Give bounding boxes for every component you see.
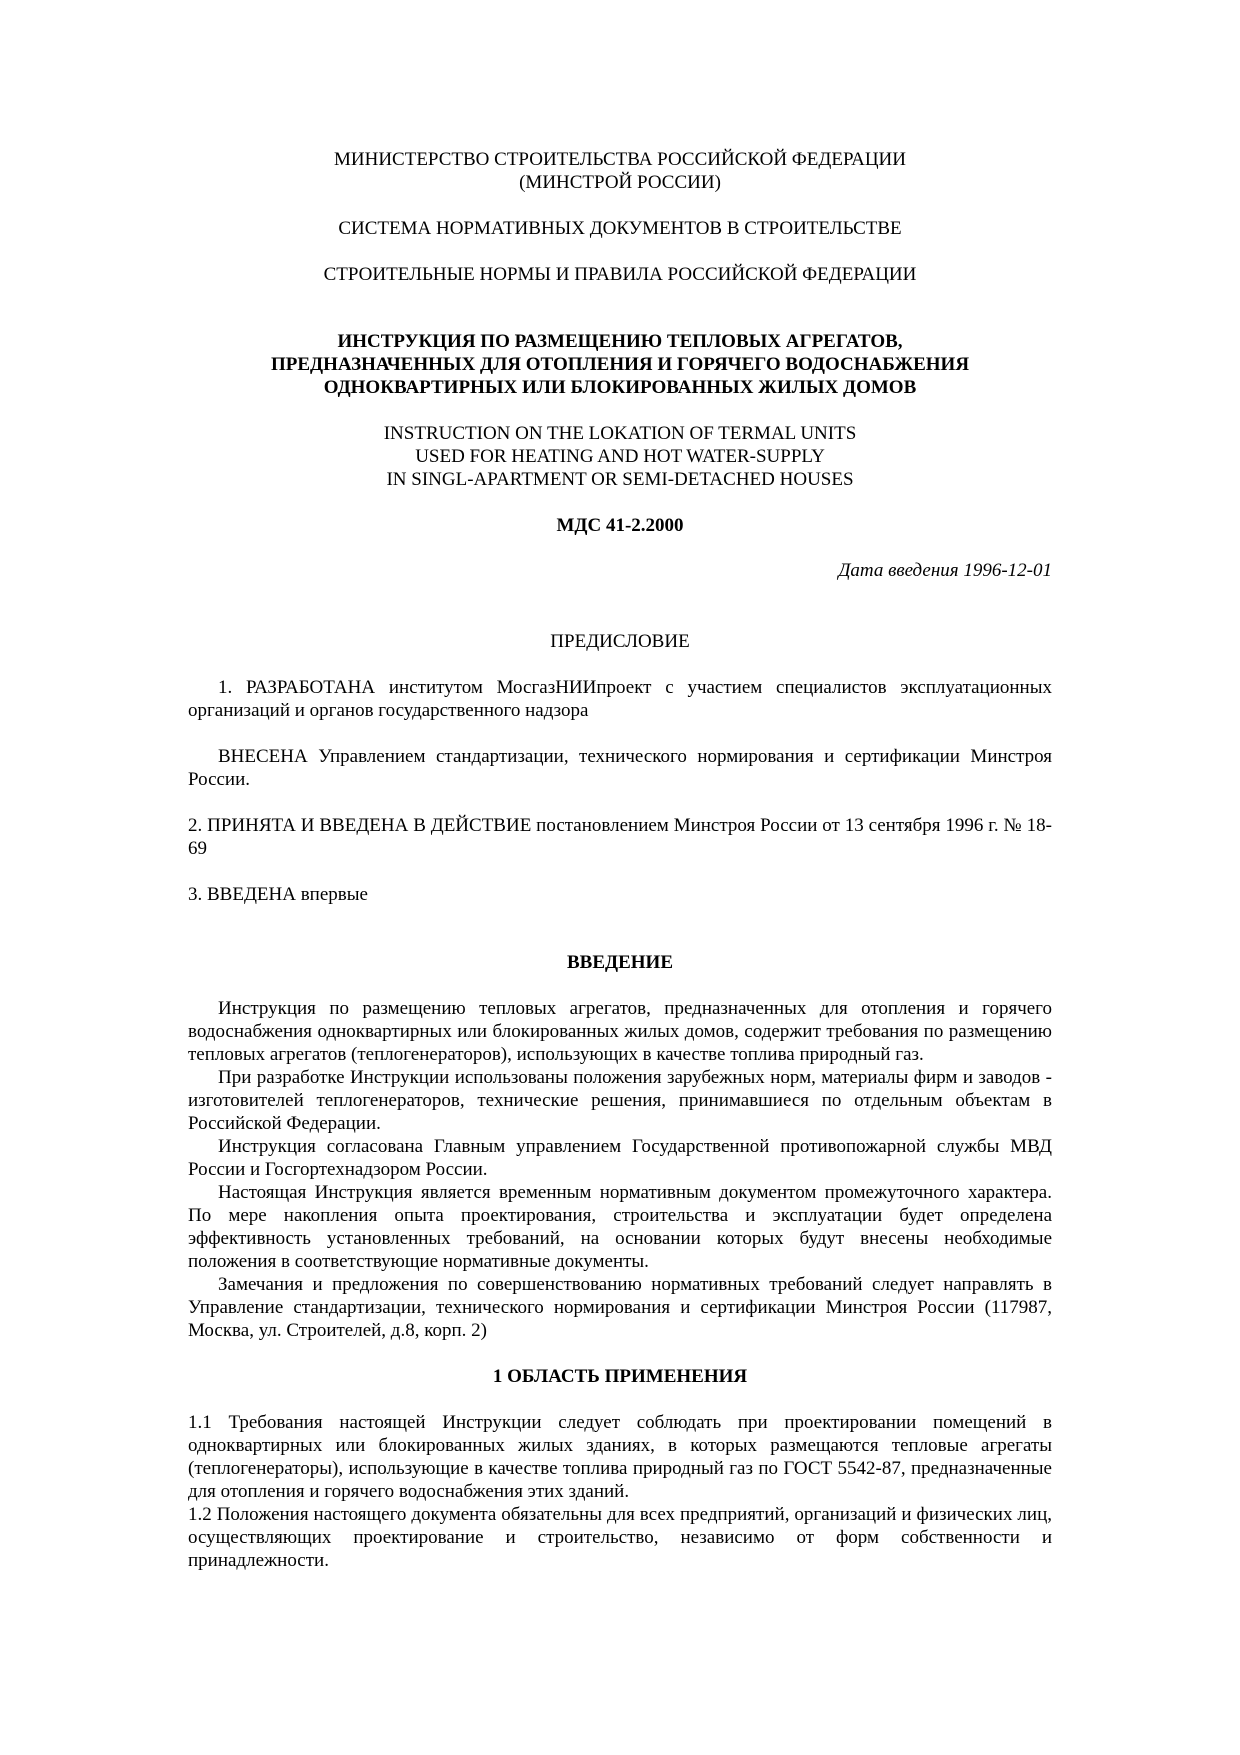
title-en-line: IN SINGL-APARTMENT OR SEMI-DETACHED HOUSES [386,469,854,490]
introduction-paragraph: Инструкция по размещению тепловых агрегатов, предназначенных для отопления и горячего водоснабжения одноквартирных или блокированных жилых домов, содержит требования по размещению тепловых агрегатов (теплогенераторов), использующих в качестве топлива природный газ. [188,998,1052,1065]
scope-paragraph: 1.1 Требования настоящей Инструкции следует соблюдать при проектировании помещений в одноквартирных или блокированных жилых зданиях, в которых размещаются тепловые агрегаты (теплогенераторы), использующие в качестве топлива природный газ по ГОСТ 5542-87, предназначенные для отопления и горячего водоснабжения этих зданий. [188,1412,1052,1502]
foreword-item-developed: 1. РАЗРАБОТАНА институтом МосгазНИИпроект с участием специалистов эксплуатационных организаций и органов государственного надзора [188,677,1052,721]
title-ru-line: ОДНОКВАРТИРНЫХ ИЛИ БЛОКИРОВАННЫХ ЖИЛЫХ ДОМОВ [323,377,917,398]
ministry-abbreviation: (МИНСТРОЙ РОССИИ) [519,172,721,193]
title-ru-line: ПРЕДНАЗНАЧЕННЫХ ДЛЯ ОТОПЛЕНИЯ И ГОРЯЧЕГО ВОДОСНАБЖЕНИЯ [270,354,970,375]
foreword-item-introduced: 3. ВВЕДЕНА впервые [188,884,368,905]
scope-body [188,1411,1052,1572]
introduction-body [188,997,1052,1342]
system-heading: СИСТЕМА НОРМАТИВНЫХ ДОКУМЕНТОВ В СТРОИТЕЛЬСТВЕ [338,218,902,239]
ministry-name: МИНИСТЕРСТВО СТРОИТЕЛЬСТВА РОССИЙСКОЙ ФЕДЕРАЦИИ [333,149,906,170]
title-ru-line: ИНСТРУКЦИЯ ПО РАЗМЕЩЕНИЮ ТЕПЛОВЫХ АГРЕГАТОВ, [337,331,903,352]
foreword-item-submitted: ВНЕСЕНА Управлением стандартизации, технического нормирования и сертификации Минстроя России. [188,746,1052,790]
introduction-paragraph: Замечания и предложения по совершенствованию нормативных требований следует направлять в Управление стандартизации, технического нормирования и сертификации Минстроя России (117987, Москва, ул. Строителей, д.8, корп. 2) [188,1274,1052,1341]
title-en-line: INSTRUCTION ON THE LOKATION OF TERMAL UNITS [383,423,857,444]
foreword-heading: ПРЕДИСЛОВИЕ [550,631,690,652]
introduction-paragraph: Инструкция согласована Главным управлением Государственной противопожарной службы МВД России и Госгортехнадзором России. [188,1136,1052,1180]
introduction-paragraph: При разработке Инструкции использованы положения зарубежных норм, материалы фирм и заводов - изготовителей теплогенераторов, технические решения, принимавшиеся по отдельным объектам в Российской Федерации. [188,1067,1052,1134]
document-title-ru [188,330,1052,399]
introduction-paragraph: Настоящая Инструкция является временным нормативным документом промежуточного характера. По мере накопления опыта проектирования, строительства и эксплуатации будет определена эффективность установленных требований, на основании которых будут внесены необходимые положения в соответствующие нормативные документы. [188,1182,1052,1272]
effective-date: Дата введения 1996-12-01 [838,560,1052,581]
scope-heading: 1 ОБЛАСТЬ ПРИМЕНЕНИЯ [492,1366,748,1387]
scope-paragraph: 1.2 Положения настоящего документа обязательны для всех предприятий, организаций и физических лиц, осуществляющих проектирование и строительство, независимо от форм собственности и принадлежности. [188,1504,1052,1571]
document-content [188,148,1052,1572]
ministry-header [188,148,1052,194]
title-en-line: USED FOR HEATING AND HOT WATER-SUPPLY [415,446,825,467]
introduction-heading: ВВЕДЕНИЕ [567,952,673,973]
foreword-item-adopted: 2. ПРИНЯТА И ВВЕДЕНА В ДЕЙСТВИЕ постановлением Минстроя России от 13 сентября 1996 г. № 18-69 [188,815,1052,859]
document-title-en [188,422,1052,491]
document-code: МДС 41-2.2000 [556,515,684,536]
snip-heading: СТРОИТЕЛЬНЫЕ НОРМЫ И ПРАВИЛА РОССИЙСКОЙ ФЕДЕРАЦИИ [323,264,917,285]
